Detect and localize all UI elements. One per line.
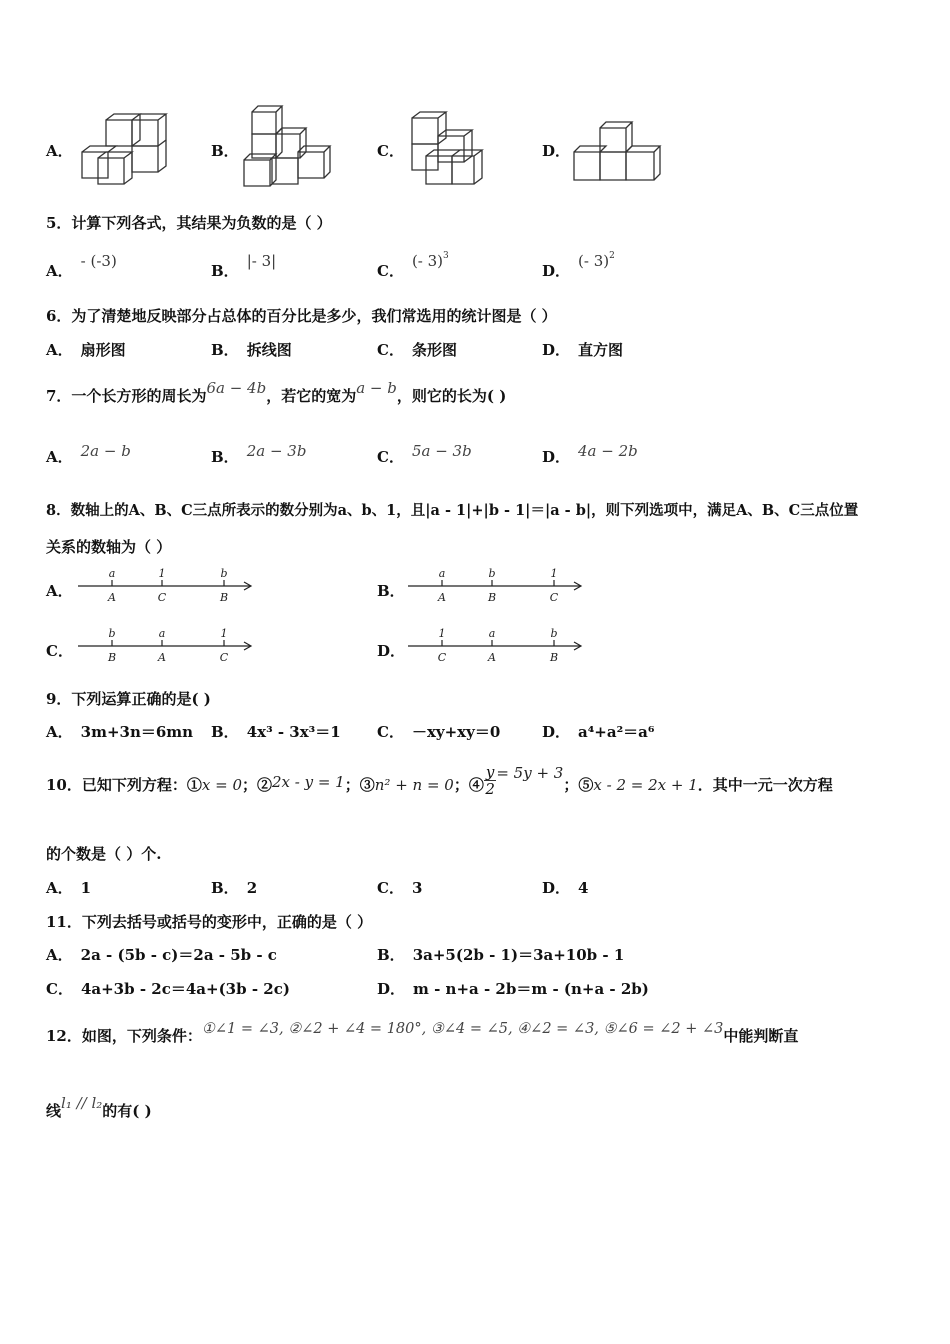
q7-option-b[interactable]: B． 2a − 3b [211,442,307,466]
numberline-value-label: b [550,627,558,640]
numberline-value-label: a [488,627,496,640]
q11-option-a[interactable]: A． 2a - (5b - c)＝2a - 5b - c [46,946,277,964]
q5-option-a[interactable]: A．- (-3) [46,252,117,280]
q10-option-d[interactable]: D． 4 [542,879,589,897]
q5-options [46,251,916,280]
q6-option-d[interactable]: D． 直方图 [542,341,624,359]
q10-option-a[interactable]: A． 1 [46,879,92,897]
q7-option-c[interactable]: C． 5a − 3b [377,442,472,466]
numberline-point-label: A [158,651,166,664]
q5-option-d[interactable]: D．(- 3)$^2$ [542,251,615,280]
q12-stem-line2: 线l₁ // l₂的有( ) [46,1094,152,1120]
q9-option-d[interactable]: D． a⁴+a²＝a⁶ [542,723,655,741]
q10-eq5: x - 2 = 2x + 1 [593,776,698,794]
numberline-point-label: B [219,591,229,604]
q8-option-b-label[interactable]: B． [377,582,405,600]
q4-figure-d [570,118,666,184]
q8-numberline-a [78,566,258,606]
q8-option-d-label[interactable]: D． [377,642,406,660]
q8-numberline-c [78,626,258,666]
q10-eq3: n² + n = 0 [374,776,454,794]
q10-options [46,877,916,901]
q11-options-row2 [46,978,916,1002]
numberline-value-label: 1 [438,627,446,640]
q10-eq4-rest: = 5y + 3 [496,764,564,782]
q7-stem: 7．一个长方形的周长为6a − 4b，若它的宽为a − b，则它的长为( ) [46,379,507,405]
numberline-value-label: b [220,567,228,580]
numberline-value-label: a [438,567,446,580]
q8-stem-line2: 关系的数轴为（ ） [46,538,172,556]
q10-stem-line2: 的个数是（ ）个. [46,845,162,863]
q12-parallel-lines: l₁ // l₂ [61,1094,103,1112]
q7-option-a[interactable]: A． 2a − b [46,442,131,466]
q7-width: a − b [356,379,397,397]
q8-option-a-label[interactable]: A． [46,582,73,600]
q5-option-c[interactable]: C．(- 3)$^3$ [377,251,449,280]
q9-options [46,721,916,745]
numberline-point-label: C [219,651,229,664]
q5-stem: 5．计算下列各式，其结果为负数的是（ ） [46,214,332,232]
q4-figure-c [408,108,488,190]
numberline-point-label: B [549,651,559,664]
q6-option-b[interactable]: B． 拆线图 [211,341,292,359]
numberline-value-label: 1 [158,567,166,580]
q5-option-b[interactable]: B．|- 3| [211,252,277,280]
numberline-value-label: 1 [550,567,558,580]
q7-perimeter: 6a − 4b [206,379,267,397]
q9-option-c[interactable]: C． －xy+xy＝0 [377,723,501,741]
q4-figure-b [242,104,332,190]
q11-options-row1 [46,944,916,968]
q9-stem: 9．下列运算正确的是( ) [46,690,211,708]
numberline-point-label: A [438,591,446,604]
q8-numberline-b [408,566,588,606]
q10-eq2: 2x - y = 1 [272,773,345,791]
q9-option-a[interactable]: A． 3m+3n＝6mn [46,723,194,741]
numberline-value-label: a [108,567,116,580]
numberline-point-label: A [488,651,496,664]
numberline-point-label: C [549,591,559,604]
q10-option-b[interactable]: B． 2 [211,879,258,897]
q11-option-d[interactable]: D． m - n+a - 2b＝m - (n+a - 2b) [377,980,649,998]
numberline-point-label: C [437,651,447,664]
numberline-value-label: b [488,567,496,580]
q8-option-c-label[interactable]: C． [46,642,73,660]
q4-option-c-label: C． [377,142,404,160]
q6-option-a[interactable]: A． 扇形图 [46,341,126,359]
q6-option-c[interactable]: C． 条形图 [377,341,457,359]
q10-eq1: x = 0 [201,776,242,794]
q11-option-b[interactable]: B． 3a+5(2b - 1)＝3a+10b - 1 [377,946,625,964]
q7-options [46,442,916,470]
numberline-value-label: a [158,627,166,640]
q12-conditions: ①∠1 = ∠3, ②∠2 + ∠4 = 180°, ③∠4 = ∠5, ④∠2 = ∠3, ⑤∠6 = ∠2 + ∠3 [201,1021,724,1037]
q8-stem-line1: 8．数轴上的A、B、C三点所表示的数分别为a、b、1，且|a - 1|+|b - 1|＝|a - b|，则下列选项中，满足A、B、C三点位置 [46,502,859,519]
q10-option-c[interactable]: C． 3 [377,879,423,897]
q4-option-b-label: B． [211,142,239,160]
q10-eq4-fraction: $\frac{y}{2}$ [485,762,495,798]
numberline-point-label: B [107,651,117,664]
q4-option-d-label: D． [542,142,571,160]
q4-figure-a [80,112,170,188]
q4-option-a-label: A． [46,142,73,160]
q8-numberline-d [408,626,588,666]
q7-option-d[interactable]: D． 4a − 2b [542,442,638,466]
q9-option-b[interactable]: B． 4x³ - 3x³＝1 [211,723,341,741]
q12-stem: 12．如图，下列条件：①∠1 = ∠3, ②∠2 + ∠4 = 180°, ③∠4 = ∠5, ④∠2 = ∠3, ⑤∠6 = ∠2 + ∠3中能判断直 [46,1021,799,1045]
q10-stem: 10．已知下列方程：①x = 0；②2x - y = 1；③n² + n = 0；④ $\frac{y}{2}$ = 5y + 3；⑤x - 2 = 2x + 1．其中一元一次方程 [46,762,833,798]
numberline-value-label: b [108,627,116,640]
numberline-point-label: A [108,591,116,604]
numberline-value-label: 1 [220,627,228,640]
numberline-point-label: B [487,591,497,604]
numberline-point-label: C [157,591,167,604]
q6-stem: 6．为了清楚地反映部分占总体的百分比是多少，我们常选用的统计图是（ ） [46,307,557,325]
q11-option-c[interactable]: C． 4a+3b - 2c＝4a+(3b - 2c) [46,980,290,998]
q11-stem: 11．下列去括号或括号的变形中，正确的是（ ） [46,913,373,931]
q6-options [46,339,916,363]
